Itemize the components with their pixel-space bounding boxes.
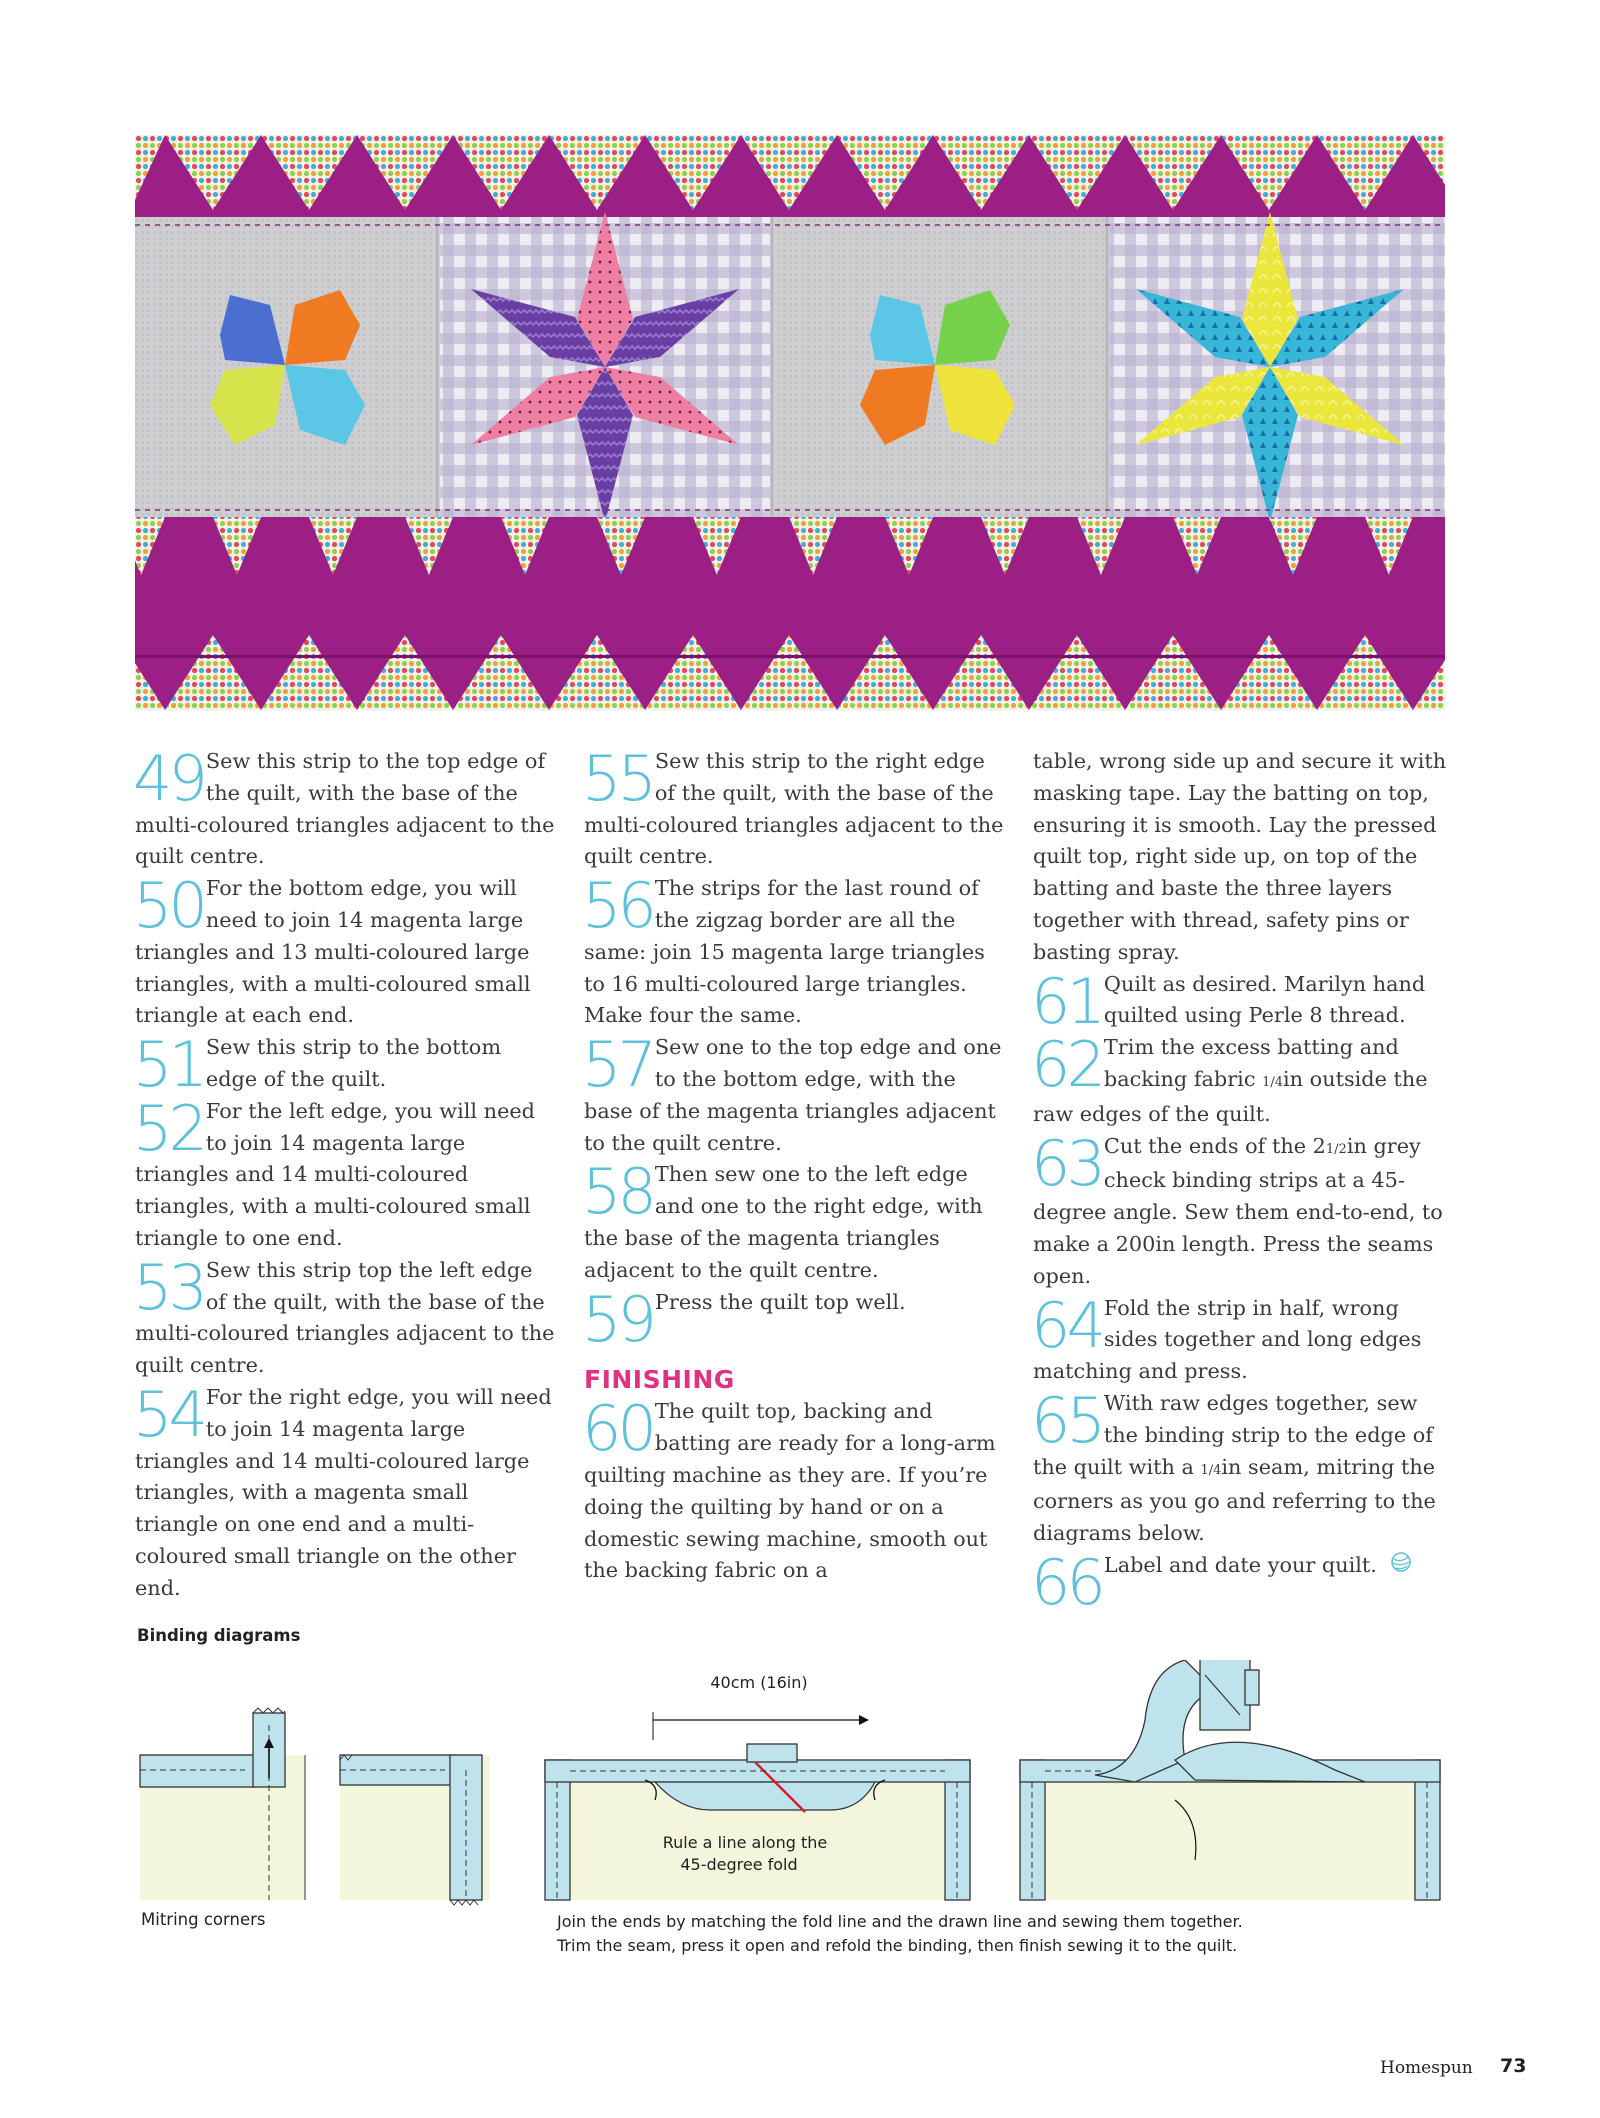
step-54: 54 For the right edge, you will need to join 14 magenta large triangles and 14 multi-coloured large triangles, with a magenta small triangle on one end and a multi-coloured small triangle on the other end. <box>133 1377 552 1600</box>
step-60-continued: table, wrong side up and secure it with masking tape. Lay the batting on top, ensuring it is smooth. Lay the pressed quilt top, right side up, on top of the batting and baste the three layers together with thread, safety pins or basting spray. <box>1033 749 1447 964</box>
step-number: 51 <box>133 1028 204 1102</box>
finish-diagram <box>1020 1660 1440 1900</box>
page-number: 73 <box>1500 2055 1527 2077</box>
step-number: 57 <box>582 1028 653 1102</box>
join-caption-line1: Join the ends by matching the fold line and the drawn line and sewing them together. <box>557 1912 1243 1931</box>
step-51: 51 Sew this strip to the bottom edge of the quilt. <box>133 1028 502 1102</box>
step-58: 58 Then sew one to the left edge and one to the right edge, with the base of the magenta triangles adjacent to the quilt centre. <box>582 1155 983 1282</box>
footer-brand: Homespun <box>1380 2058 1473 2078</box>
step-63: 63 Cut the ends of the 21/2in grey check binding strips at a 45-degree angle. Sew them end-to-end, to make a 200in length. Press the seams open. <box>1031 1126 1443 1288</box>
fraction: 1/2 <box>1325 1141 1347 1157</box>
step-number: 58 <box>582 1155 653 1229</box>
step-number: 66 <box>1031 1545 1102 1619</box>
diagram-title: Binding diagrams <box>137 1626 301 1645</box>
step-59: 59 Press the quilt top well. <box>582 1282 906 1356</box>
step-57: 57 Sew one to the top edge and one to the bottom edge, with the base of the magenta triangles adjacent to the quilt centre. <box>582 1028 1002 1155</box>
join-caption-line2: Trim the seam, press it open and refold the binding, then finish sewing it to the quilt. <box>557 1936 1238 1955</box>
quilt-photo <box>135 135 1445 710</box>
text-column-2 <box>582 742 1004 1587</box>
step-number: 59 <box>582 1282 653 1356</box>
step-number: 62 <box>1031 1028 1102 1102</box>
step-number: 50 <box>133 869 204 943</box>
join-caption <box>557 1910 1243 1958</box>
mitre-diagram-1 <box>140 1708 305 1900</box>
measure-label: 40cm (16in) <box>710 1673 808 1692</box>
text-column-3 <box>1031 746 1453 1619</box>
join-diagram <box>545 1673 970 1900</box>
text-column-1 <box>133 742 555 1605</box>
step-61: 61 Quilt as desired. Marilyn hand quilted using Perle 8 thread. <box>1031 964 1426 1038</box>
rule-label-line1: Rule a line along the <box>662 1833 828 1852</box>
mitre-diagram-2 <box>340 1755 490 1905</box>
mitre-caption: Mitring corners <box>141 1910 266 1929</box>
step-number: 65 <box>1031 1383 1102 1457</box>
step-number: 60 <box>582 1392 653 1466</box>
step-number: 54 <box>133 1377 204 1451</box>
rule-label-line2: 45-degree fold <box>680 1855 798 1874</box>
binding-diagrams <box>135 1660 1445 1914</box>
step-56: 56 The strips for the last round of the zigzag border are all the same: join 15 magenta large triangles to 16 multi-coloured large triangles. Make four the same. <box>582 869 985 1028</box>
step-60: 60 The quilt top, backing and batting are ready for a long-arm quilting machine as they are. If you’re doing the quilting by hand or on a domestic sewing machine, smooth out the backing fabric on a <box>582 1392 996 1583</box>
step-number: 49 <box>133 742 204 815</box>
step-66: 66 Label and date your quilt. <box>1033 1550 1453 1582</box>
step-55: 55 Sew this strip to the right edge of the quilt, with the base of the multi-coloured triangles adjacent to the quilt centre. <box>582 742 1004 869</box>
step-number: 53 <box>133 1250 204 1324</box>
step-number: 52 <box>133 1091 204 1165</box>
section-heading-finishing: FINISHING <box>584 1365 735 1395</box>
step-64: 64 Fold the strip in half, wrong sides together and long edges matching and press. <box>1031 1288 1422 1384</box>
fraction: 1/4 <box>1262 1074 1284 1090</box>
step-49: 49 Sew this strip to the top edge of the quilt, with the base of the multi-coloured triangles adjacent to the quilt centre. <box>133 742 555 869</box>
yarn-ball-icon <box>1390 1551 1412 1583</box>
step-65: 65 With raw edges together, sew the binding strip to the edge of the quilt with a 1/4in seam, mitring the corners as you go and referring to the diagrams below. <box>1031 1383 1436 1546</box>
step-53: 53 Sew this strip top the left edge of the quilt, with the base of the multi-coloured triangles adjacent to the quilt centre. <box>133 1250 555 1378</box>
step-number: 64 <box>1031 1288 1102 1362</box>
step-62: 62 Trim the excess batting and backing fabric 1/4in outside the raw edges of the quilt. <box>1031 1028 1428 1126</box>
step-number: 61 <box>1031 964 1102 1038</box>
step-number: 55 <box>582 742 653 815</box>
step-50: 50 For the bottom edge, you will need to join 14 magenta large triangles and 13 multi-coloured large triangles, with a multi-coloured small triangle at each end. <box>133 869 531 1028</box>
step-number: 56 <box>582 869 653 943</box>
step-number: 63 <box>1031 1126 1102 1200</box>
fraction: 1/4 <box>1200 1462 1222 1478</box>
step-52: 52 For the left edge, you will need to join 14 magenta large triangles and 14 multi-coloured triangles, with a multi-coloured small triangle to one end. <box>133 1091 535 1250</box>
